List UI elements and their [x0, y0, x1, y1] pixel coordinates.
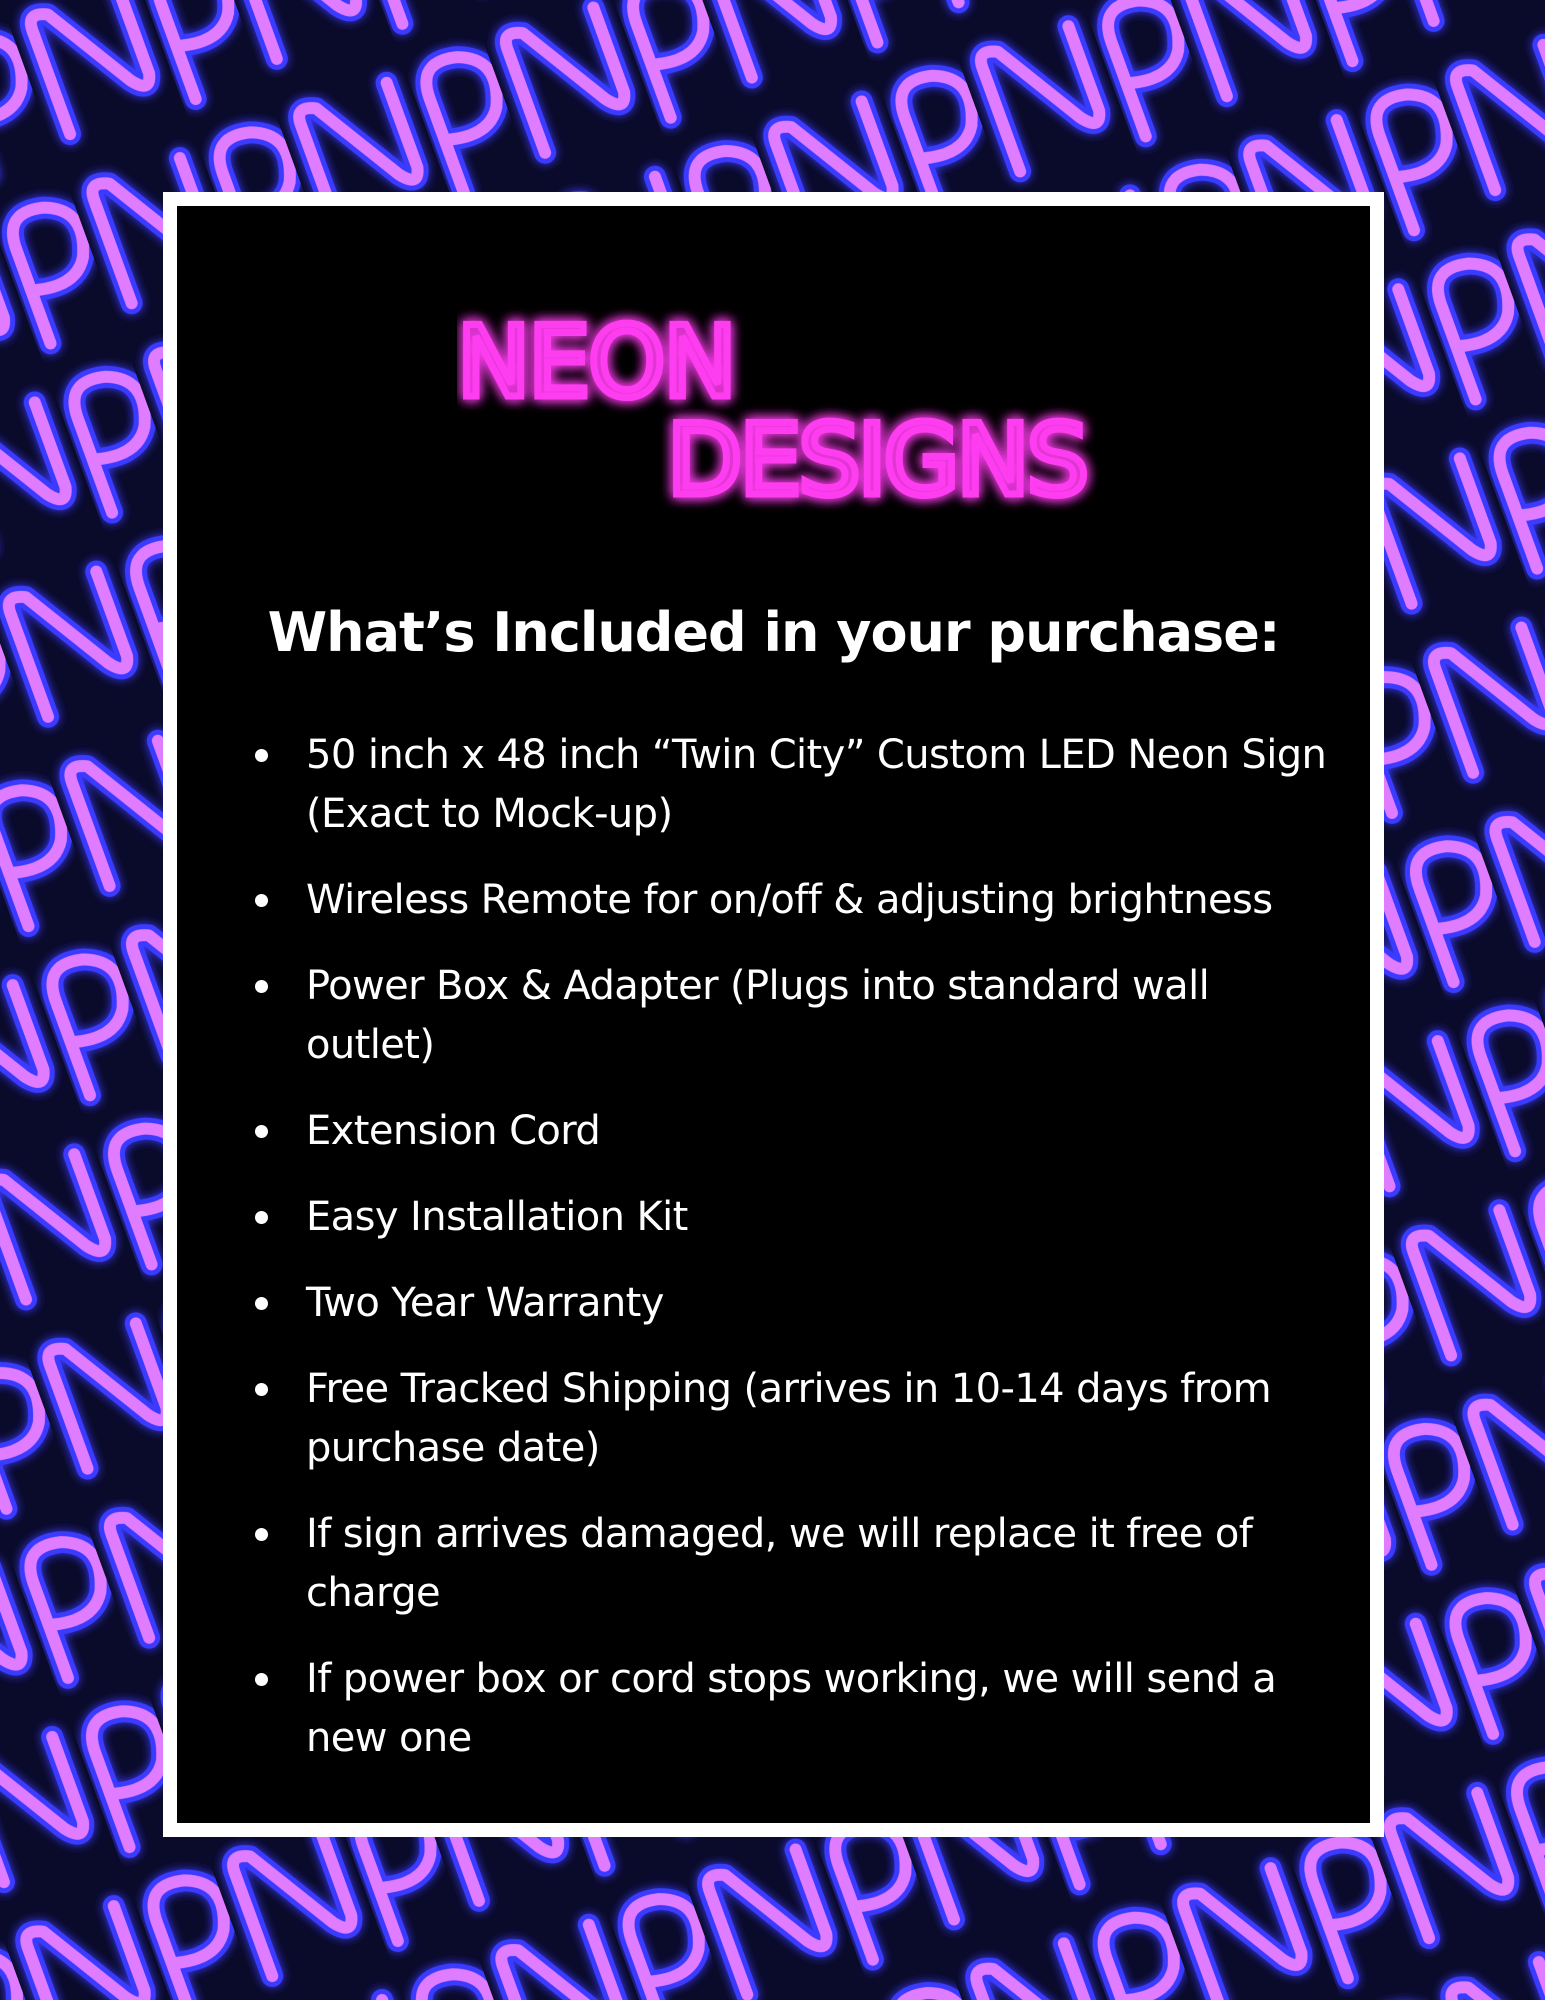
bullet-icon: [255, 749, 268, 762]
neon-designs-logo: [457, 296, 1117, 536]
list-item-text: Power Box & Adapter (Plugs into standard wall outlet): [306, 963, 1210, 1068]
bullet-icon: [255, 1383, 268, 1396]
bullet-icon: [255, 1673, 268, 1686]
list-item: [247, 1274, 1347, 1333]
list-item: [247, 957, 1347, 1075]
list-item-text: Easy Installation Kit: [306, 1194, 688, 1240]
included-items-list: [247, 726, 1347, 1795]
list-item-text: Two Year Warranty: [306, 1280, 664, 1326]
list-item: [247, 1188, 1347, 1247]
page-title: What’s Included in your purchase:: [267, 601, 1280, 664]
logo-line-neon: NEON: [457, 306, 735, 420]
list-item: [247, 1102, 1347, 1161]
bullet-icon: [255, 980, 268, 993]
list-item-text: Free Tracked Shipping (arrives in 10-14 days from purchase date): [306, 1366, 1271, 1471]
list-item: [247, 1360, 1347, 1478]
list-item: [247, 871, 1347, 930]
list-item: [247, 1650, 1347, 1768]
list-item-text: Wireless Remote for on/off & adjusting brightness: [306, 877, 1273, 923]
bullet-icon: [255, 1528, 268, 1541]
list-item-text: If sign arrives damaged, we will replace it free of charge: [306, 1511, 1253, 1616]
list-item: [247, 726, 1347, 844]
logo-line-designs: DESIGNS: [667, 404, 1086, 518]
bullet-icon: [255, 894, 268, 907]
bullet-icon: [255, 1211, 268, 1224]
bullet-icon: [255, 1297, 268, 1310]
content-panel: [163, 192, 1384, 1837]
list-item-text: If power box or cord stops working, we will send a new one: [306, 1656, 1277, 1761]
bullet-icon: [255, 1125, 268, 1138]
list-item-text: Extension Cord: [306, 1108, 601, 1154]
list-item-text: 50 inch x 48 inch “Twin City” Custom LED Neon Sign (Exact to Mock-up): [306, 732, 1327, 837]
list-item: [247, 1505, 1347, 1623]
